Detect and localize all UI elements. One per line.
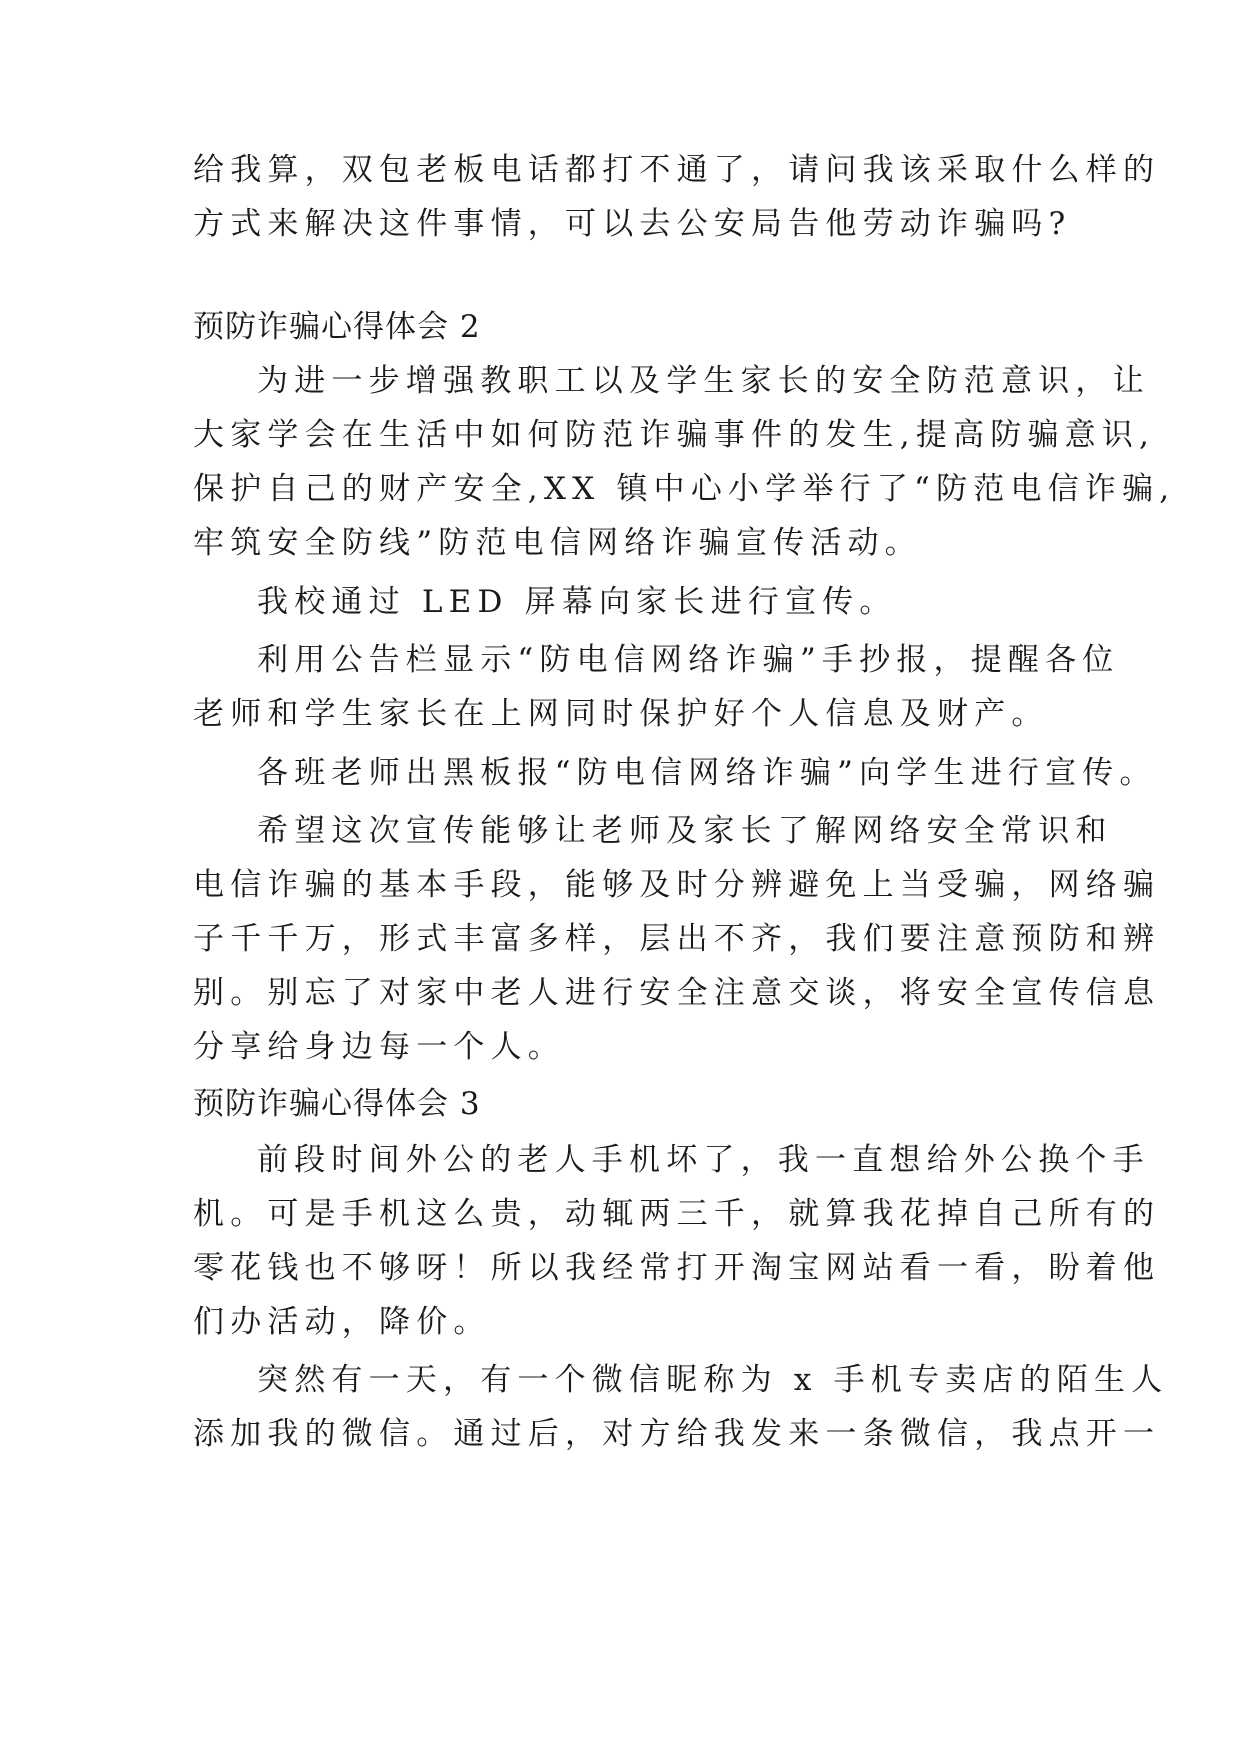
paragraph-line: 零花钱也不够呀！所以我经常打开淘宝网站看一看，盼着他 — [193, 1250, 1161, 1286]
paragraph-line: 电信诈骗的基本手段，能够及时分辨避免上当受骗，网络骗 — [193, 867, 1161, 903]
paragraph-line: 子千千万，形式丰富多样，层出不齐，我们要注意预防和辨 — [193, 921, 1161, 957]
paragraph-line: 利用公告栏显示“防电信网络诈骗”手抄报，提醒各位 — [257, 642, 1120, 678]
text-line: 给我算，双包老板电话都打不通了，请问我该采取什么样的 — [193, 152, 1161, 188]
paragraph-line: 添加我的微信。通过后，对方给我发来一条微信，我点开一 — [193, 1416, 1161, 1452]
paragraph-line: 保护自己的财产安全,XX 镇中心小学举行了“防范电信诈骗, — [193, 471, 1176, 507]
section-heading: 预防诈骗心得体会 2 — [193, 309, 481, 345]
section-heading: 预防诈骗心得体会 3 — [193, 1086, 481, 1122]
paragraph-line: 机。可是手机这么贵，动辄两三千，就算我花掉自己所有的 — [193, 1196, 1161, 1232]
paragraph-line: 分享给身边每一个人。 — [193, 1029, 565, 1065]
paragraph-line: 我校通过 LED 屏幕向家长进行宣传。 — [257, 584, 897, 620]
paragraph-line: 前段时间外公的老人手机坏了，我一直想给外公换个手 — [257, 1142, 1150, 1178]
paragraph-line: 希望这次宣传能够让老师及家长了解网络安全常识和 — [257, 813, 1113, 849]
paragraph-line: 突然有一天，有一个微信昵称为 x 手机专卖店的陌生人 — [257, 1362, 1169, 1398]
paragraph-line: 们办活动，降价。 — [193, 1304, 491, 1340]
paragraph-line: 别。别忘了对家中老人进行安全注意交谈，将安全宣传信息 — [193, 975, 1161, 1011]
paragraph-line: 各班老师出黑板报“防电信网络诈骗”向学生进行宣传。 — [257, 755, 1157, 791]
paragraph-line: 牢筑安全防线”防范电信网络诈骗宣传活动。 — [193, 525, 922, 561]
paragraph-line: 老师和学生家长在上网同时保护好个人信息及财产。 — [193, 696, 1049, 732]
text-line: 方式来解决这件事情，可以去公安局告他劳动诈骗吗? — [193, 206, 1072, 242]
paragraph-line: 大家学会在生活中如何防范诈骗事件的发生,提高防骗意识, — [193, 417, 1156, 453]
paragraph-line: 为进一步增强教职工以及学生家长的安全防范意识，让 — [257, 363, 1150, 399]
